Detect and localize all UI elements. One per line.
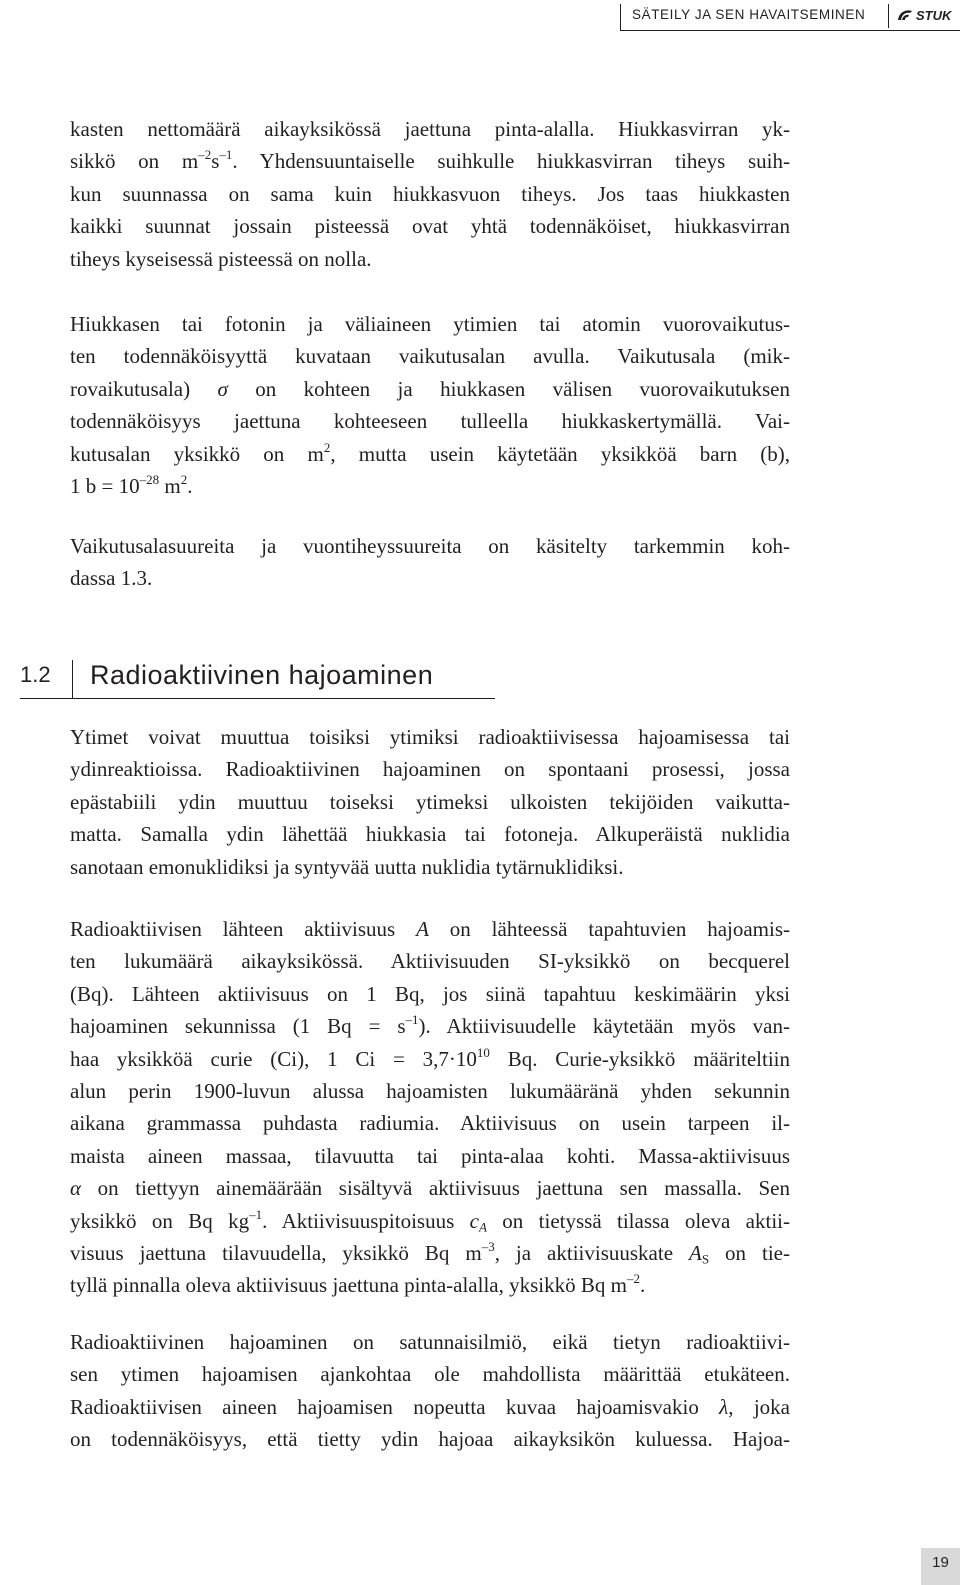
text-line: visuus jaettuna tilavuudella, yksikkö Bq $m^{-3}$, ja aktiivisuuskate $A_S$ on tie- <box>70 1238 790 1267</box>
paragraph-decay-constant <box>70 1326 790 1456</box>
text-line: ten todennäköisyyttä kuvataan vaikutusalan avulla. Vaikutusala (mik- <box>70 344 790 369</box>
text-line: tiheys kyseisessä pisteessä on nolla. <box>70 246 372 271</box>
text-line: Radioaktiivisen aineen hajoamisen nopeutta kuvaa hajoamisvakio λ, joka <box>70 1394 790 1419</box>
page-number: 19 <box>921 1548 960 1585</box>
text-line: (Bq). Lähteen aktiivisuus on 1 Bq, jos siinä tapahtuu keskimäärin yksi <box>70 981 790 1006</box>
section-number: 1.2 <box>20 662 51 687</box>
text-line: todennäköisyys jaettuna kohteeseen tulleella hiukkaskertymällä. Vai- <box>70 409 790 434</box>
text-line: sen ytimen hajoamisen ajankohtaa ole mahdollista määrittää etukäteen. <box>70 1362 790 1387</box>
text-line: Vaikutusalasuureita ja vuontiheyssuureita on käsitelty tarkemmin koh- <box>70 534 790 558</box>
lambda-symbol: λ <box>719 1394 729 1419</box>
alpha-symbol: α <box>70 1176 82 1201</box>
text-line: kaikki suunnat jossain pisteessä ovat yhtä todennäköiset, hiukkasvirran <box>70 214 790 239</box>
text-line: Radioaktiivinen hajoaminen on satunnaisilmiö, eikä tietyn radioaktiivi- <box>70 1330 790 1354</box>
header-divider <box>888 4 889 28</box>
paragraph-activity <box>70 913 790 1302</box>
text-line: Hiukkasen tai fotonin ja väliaineen ytimien tai atomin vuorovaikutus- <box>70 312 790 336</box>
text-line: Radioaktiivisen lähteen aktiivisuus A on lähteessä tapahtuvien hajoamis- <box>70 917 791 941</box>
text-line: Ytimet voivat muuttua toisiksi ytimiksi radioaktiivisessa hajoamisessa tai <box>70 725 790 749</box>
paragraph-reference <box>70 530 790 595</box>
section-divider <box>72 660 73 698</box>
text-line: kutusalan yksikkö on $m^2$, mutta usein käytetään yksikköä barn (b), <box>70 439 791 466</box>
running-header <box>620 0 960 31</box>
text-line: α on tiettyyn ainemäärään sisältyvä aktiivisuus jaettuna sen massalla. Sen <box>70 1176 790 1201</box>
stuk-logo <box>896 7 951 23</box>
stuk-logo-text: STUK <box>916 7 952 23</box>
text-line: ydinreaktioissa. Radioaktiivinen hajoaminen on spontaani prosessi, jossa <box>70 757 790 782</box>
text-line: alun perin 1900-luvun alussa hajoamisten lukumääränä yhden sekunnin <box>70 1079 790 1104</box>
text-line: yksikkö on Bq $kg^{-1}$. Aktiivisuuspitoisuus $c_A$ on tietyssä tilassa oleva aktii- <box>70 1206 790 1234</box>
text-line: ten lukumäärä aikayksikössä. Aktiivisuuden SI-yksikkö on becquerel <box>70 949 790 974</box>
text-line: kasten nettomäärä aikayksikössä jaettuna pinta-alalla. Hiukkasvirran yk- <box>70 117 790 141</box>
text-line: kun suunnassa on sama kuin hiukkasvuon tiheys. Jos taas hiukkasten <box>70 181 790 206</box>
text-line: on todennäköisyys, että tietty ydin hajoaa aikayksikön kuluessa. Hajoa- <box>70 1427 790 1452</box>
text-line: rovaikutusala) σ on kohteen ja hiukkasen välisen vuorovaikutuksen <box>70 376 790 401</box>
text-line: haa yksikköä curie (Ci), 1 $Ci = 3,7\cdot 10^{10}$ Bq. Curie-yksikkö määriteltiin <box>70 1044 790 1071</box>
text-line: hajoaminen sekunnissa (1 $Bq = s^{-1}$). Aktiivisuudelle käytetään myös van- <box>70 1012 790 1039</box>
sigma-symbol: σ <box>217 376 228 401</box>
text-line: epästabiili ydin muuttuu toiseksi ytimeksi ulkoisten tekijöiden vaikutta- <box>70 789 790 814</box>
header-left-rule <box>620 4 621 30</box>
text-line: dassa 1.3. <box>70 566 153 591</box>
text-line: matta. Samalla ydin lähettää hiukkasia tai fotoneja. Alkuperäistä nuklidia <box>70 822 790 847</box>
header-title: SÄTEILY JA SEN HAVAITSEMINEN <box>632 7 866 22</box>
text-line: 1 $b = 10^{-28}$ $m^2$. <box>70 471 193 499</box>
text-line: maista aineen massaa, tilavuutta tai pinta-alaa kohti. Massa-aktiivisuus <box>70 1143 790 1168</box>
paragraph-cross-section <box>70 308 790 502</box>
section-title: Radioaktiivinen hajoaminen <box>90 660 434 690</box>
stuk-logo-icon <box>896 8 914 22</box>
text-line: aikana grammassa puhdasta radiumia. Aktiivisuus on usein tarpeen il- <box>70 1111 790 1136</box>
paragraph-particle-flux <box>70 113 790 275</box>
text-line: sikkö on $m^{-2}s^{-1}$. Yhdensuuntaiselle suihkulle hiukkasvirran tiheys suih- <box>70 147 790 174</box>
paragraph-decay-intro <box>70 721 790 883</box>
text-line: sanotaan emonuklidiksi ja syntyvää uutta nuklidia tytärnuklidiksi. <box>70 854 624 879</box>
text-line: tyllä pinnalla oleva aktiivisuus jaettuna pinta-alalla, yksikkö Bq $m^{-2}$. <box>70 1271 646 1298</box>
section-heading <box>20 660 495 699</box>
